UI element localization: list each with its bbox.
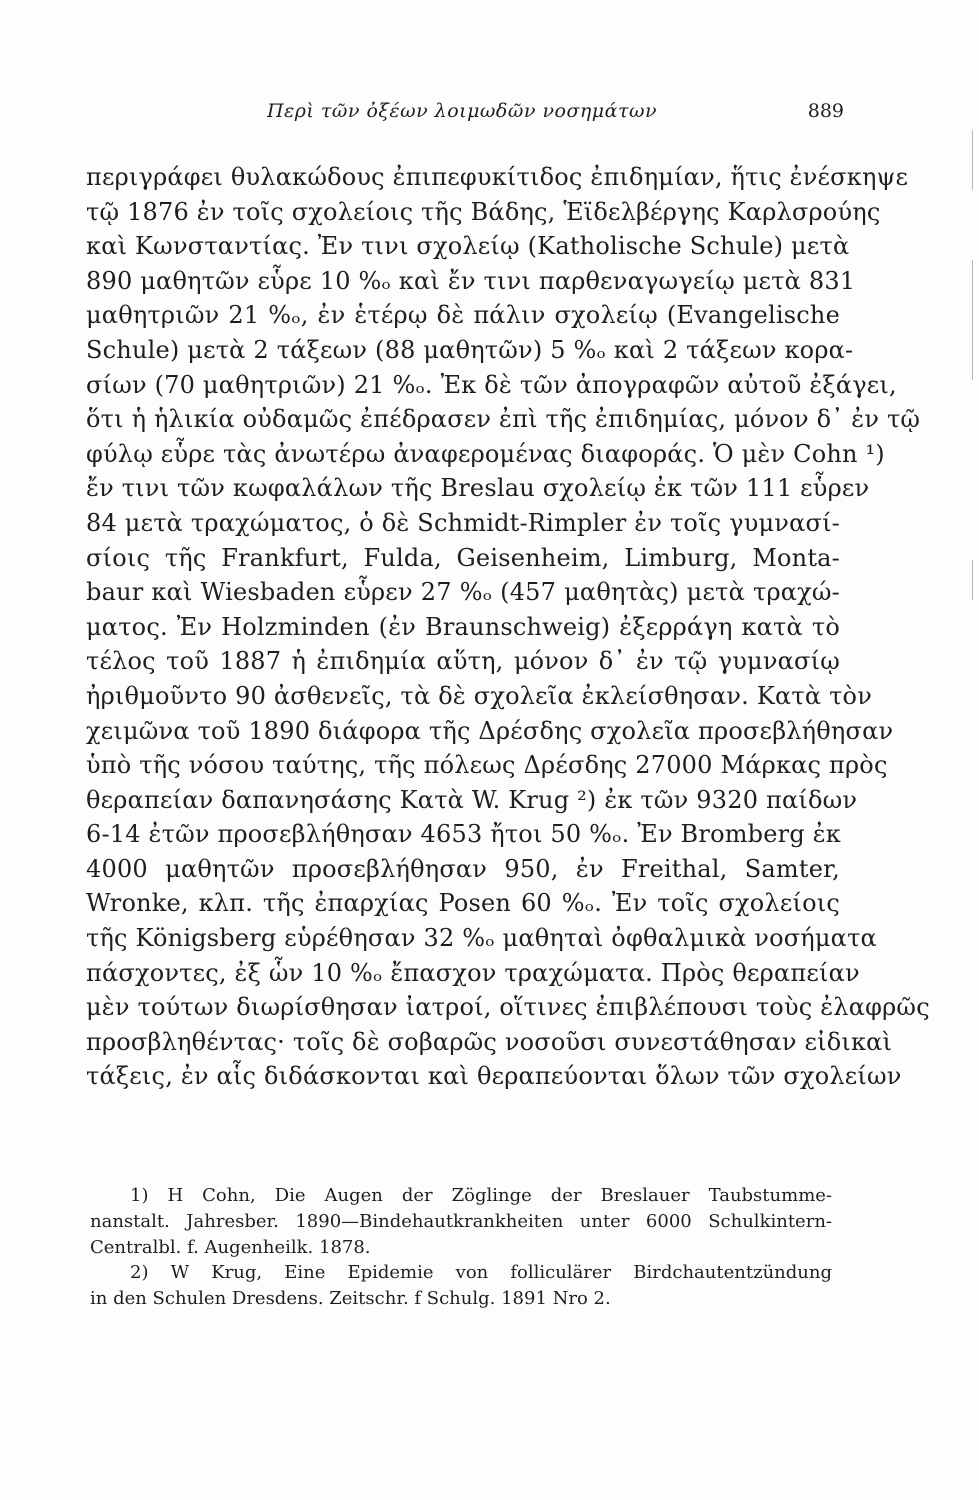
text-line: σίοις τῆς Frankfurt, Fulda, Geisenheim, Limburg, Monta- (86, 543, 840, 572)
text-line: τῆς Königsberg εὑρέθησαν 32 %ₒ μαθηταὶ ὀφθαλμικὰ νοσήματα (86, 924, 877, 953)
text-line: προσβληθέντας· τοῖς δὲ σοβαρῶς νοσοῦσι συνεστάθησαν εἰδικαὶ (86, 1027, 893, 1056)
text-line: καὶ Κωνσταντίας. Ἐν τινι σχολείῳ (Katholische Schule) μετὰ (86, 232, 850, 261)
footnotes (90, 1183, 832, 1312)
text-line: 890 μαθητῶν εὗρε 10 %ₒ καὶ ἔν τινι παρθεναγωγείῳ μετὰ 831 (86, 266, 856, 295)
footnote-line: in den Schulen Dresdens. Zeitschr. f Schulg. 1891 Nro 2. (90, 1288, 611, 1310)
footnote-line: Centralbl. f. Augenheilk. 1878. (90, 1236, 371, 1258)
text-line: σίων (70 μαθητριῶν) 21 %ₒ. Ἐκ δὲ τῶν ἀπογραφῶν αὐτοῦ ἐξάγει, (86, 370, 897, 399)
footnote-line: 2) W Krug, Eine Epidemie von folliculärer Birdchautentzündung (130, 1262, 832, 1284)
text-line: 6-14 ἐτῶν προσεβλήθησαν 4653 ἤτοι 50 %ₒ. Ἐν Bromberg ἐκ (86, 820, 841, 849)
page-number: 889 (807, 100, 844, 122)
scan-edge-mark (972, 130, 973, 190)
scan-edge-mark (972, 560, 973, 600)
text-line: μαθητριῶν 21 %ₒ, ἐν ἑτέρῳ δὲ πάλιν σχολείῳ (Evangelische (86, 301, 840, 330)
text-line: ματος. Ἐν Holzminden (ἐν Braunschweig) ἐξερράγη κατὰ τὸ (86, 612, 840, 641)
text-line: τέλος τοῦ 1887 ἡ ἐπιδημία αὕτη, μόνον δ᾽ ἐν τῷ γυμνασίῳ (86, 647, 840, 676)
running-title: Περὶ τῶν ὀξέων λοιμωδῶν νοσημάτων (266, 100, 658, 122)
footnote-line: nanstalt. Jahresber. 1890—Bindehautkrankheiten unter 6000 Schulkintern- (90, 1210, 832, 1232)
text-line: θεραπείαν δαπανησάσης Κατὰ W. Krug ²) ἐκ τῶν 9320 παίδων (86, 785, 858, 814)
text-line: περιγράφει θυλακώδους ἐπιπεφυκίτιδος ἐπιδημίαν, ἥτις ἐνέσκηψε (86, 163, 909, 191)
text-line: πάσχοντες, ἐξ ὧν 10 %ₒ ἔπασχον τραχώματα. Πρὸς θεραπείαν (86, 958, 860, 987)
text-line: Schule) μετὰ 2 τάξεων (88 μαθητῶν) 5 %ₒ καὶ 2 τάξεων κορα- (86, 335, 854, 364)
text-line: Wronke, κλπ. τῆς ἐπαρχίας Posen 60 %ₒ. Ἐν τοῖς σχολείοις (86, 889, 840, 918)
text-line: baur καὶ Wiesbaden εὗρεν 27 %ₒ (457 μαθητὰς) μετὰ τραχώ- (86, 578, 840, 607)
running-head (88, 100, 844, 130)
text-line: τάξεις, ἐν αἷς διδάσκονται καὶ θεραπεύονται ὅλων τῶν σχολείων (86, 1062, 902, 1091)
text-line: ὅτι ἡ ἡλικία οὐδαμῶς ἐπέδρασεν ἐπὶ τῆς ἐπιδημίας, μόνον δ᾽ ἐν τῷ (86, 405, 921, 434)
text-line: 84 μετὰ τραχώματος, ὁ δὲ Schmidt-Rimpler ἐν τοῖς γυμνασί- (86, 508, 840, 537)
text-line: ἔν τινι τῶν κωφαλάλων τῆς Breslau σχολείῳ ἐκ τῶν 111 εὗρεν (86, 474, 870, 503)
text-line: τῷ 1876 ἐν τοῖς σχολείοις τῆς Βάδης, Ἑϊδελβέργης Καρλσρούης (86, 197, 881, 226)
text-line: χειμῶνα τοῦ 1890 διάφορα τῆς Δρέσδης σχολεῖα προσεβλήθησαν (86, 716, 894, 745)
text-line: ἠριθμοῦντο 90 ἀσθενεῖς, τὰ δὲ σχολεῖα ἐκλείσθησαν. Κατὰ τὸν (86, 681, 872, 710)
text-line: φύλῳ εὗρε τὰς ἀνωτέρω ἀναφερομένας διαφοράς. Ὁ μὲν Cohn ¹) (86, 439, 885, 468)
text-line: μὲν τούτων διωρίσθησαν ἰατροί, οἵτινες ἐπιβλέπουσι τοὺς ἐλαφρῶς (86, 993, 930, 1022)
footnote-line: 1) H Cohn, Die Augen der Zöglinge der Breslauer Taubstumme- (130, 1185, 832, 1206)
body-text (86, 160, 930, 1094)
text-line: 4000 μαθητῶν προσεβλήθησαν 950, ἐν Freithal, Samter, (86, 854, 840, 883)
scan-edge-mark (972, 260, 973, 380)
text-line: ὑπὸ τῆς νόσου ταύτης, τῆς πόλεως Δρέσδης 27000 Μάρκας πρὸς (86, 751, 888, 780)
